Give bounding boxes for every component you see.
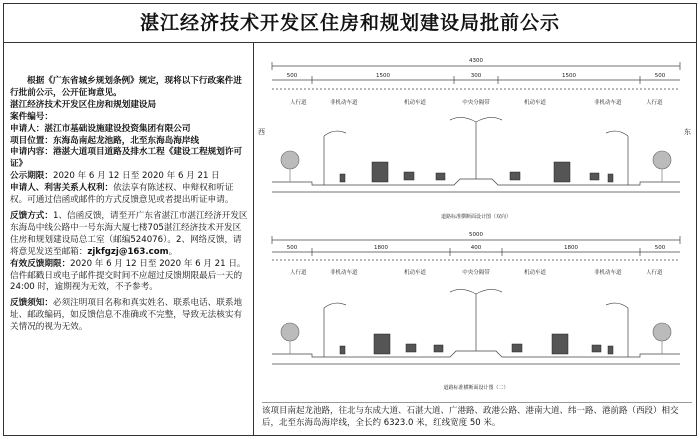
- upper-lane-3: 机动车道: [404, 100, 427, 106]
- lower-section-drawing: [272, 236, 680, 364]
- lower-lane-2: 非机动车道: [330, 270, 358, 276]
- feedback-value: 1、信函反馈，请至开广东省湛江市湛江经济开发区东海岛中线公路中一号东海大厦七楼705湛江经济技术开发区住房和规划建设局总工室（邮编524076）。2、网络反馈，请将意见发送至邮箱：: [10, 210, 248, 257]
- lower-lane-1: 人行道: [290, 270, 307, 276]
- period-label: 公示期限：: [10, 171, 53, 182]
- applicant-value: 湛江市基础设施建设投资集团有限公司: [44, 123, 191, 134]
- upper-seg-5: 500: [654, 73, 666, 79]
- note-label: 反馈须知：: [10, 298, 53, 309]
- email-link[interactable]: zjkfgzj@163.com: [87, 246, 169, 257]
- road-cross-sections: [254, 42, 696, 402]
- project-description: 该项目南起龙池路，往北与东成大道、石湛大道、广港路、政港公路、港南大道、纬一路、港前路（西段）相交后，北至东海岛海岸线，全长约 6323.0 米，红线宽度 50 米。: [262, 402, 692, 429]
- valid-row: [10, 259, 248, 295]
- applicant-row: [10, 124, 248, 136]
- notice-intro: 根据《广东省城乡规划条例》规定，现将以下行政案件进行批前公示，公开征询意见。: [10, 76, 242, 98]
- lower-lane-5: 机动车道: [524, 270, 547, 276]
- note-value: 必须注明项目名称和真实姓名、联系电话、联系地址、邮政编码，如反馈信息不准确或不完整，导致无法核实有关情况的视为无效。: [10, 298, 243, 333]
- notice-sheet: [3, 3, 697, 436]
- content-label: 申请内容：: [10, 147, 53, 158]
- drawing-column: [254, 42, 696, 435]
- upper-labels: [258, 58, 691, 220]
- upper-lane-4: 中央分隔带: [462, 100, 490, 106]
- parties-value: 依法享有陈述权、申辩权和听证权。可通过信函或邮件的方式反馈意见或者提出听证申请。: [10, 183, 234, 206]
- upper-caption: 道路标准横断面设计图（双向）: [440, 214, 512, 220]
- notice-org: 湛江经济技术开发区住房和规划建设局: [10, 99, 157, 110]
- east-label: 东: [684, 128, 691, 136]
- content-row: [10, 147, 248, 171]
- notice-text-column: [4, 42, 254, 435]
- lower-caption: 道路标准横断面设计图（二）: [443, 385, 509, 391]
- notice-body: [10, 76, 248, 334]
- lower-lane-6: 非机动车道: [594, 270, 622, 276]
- upper-lane-7: 人行道: [646, 100, 663, 106]
- upper-lane-6: 非机动车道: [594, 100, 622, 106]
- note-row: [10, 298, 248, 334]
- lower-lane-7: 人行道: [646, 270, 663, 276]
- parties-row: [10, 183, 248, 207]
- content-value: 港湛大道项目道路及排水工程《建设工程规划许可证》: [10, 147, 243, 170]
- lower-seg-2: 1800: [374, 245, 388, 251]
- case-number-label: 案件编号：: [10, 111, 53, 122]
- lower-seg-5: 500: [654, 245, 666, 251]
- feedback-label: 反馈方式：: [10, 210, 53, 221]
- lower-total-width: 5000: [469, 232, 483, 238]
- upper-seg-2: 1500: [376, 73, 390, 79]
- upper-seg-3: 300: [470, 73, 482, 79]
- feedback-row: [10, 211, 248, 259]
- lower-seg-1: 500: [286, 245, 298, 251]
- lower-lane-3: 机动车道: [404, 270, 427, 276]
- applicant-label: 申请人：: [10, 123, 45, 134]
- upper-seg-4: 1500: [562, 73, 576, 79]
- upper-section-drawing: [272, 62, 680, 192]
- west-label: 西: [258, 128, 265, 136]
- lower-seg-3: 400: [470, 245, 482, 251]
- page-title: 湛江经济技术开发区住房和规划建设局批前公示: [4, 4, 696, 43]
- parties-label: 申请人、利害关系人权利：: [10, 183, 114, 194]
- location-label: 项目位置：: [10, 135, 53, 146]
- upper-lane-1: 人行道: [290, 100, 307, 106]
- valid-label: 有效反馈期限：: [10, 258, 71, 269]
- location-row: [10, 136, 248, 148]
- lower-seg-4: 1800: [564, 245, 578, 251]
- location-value: 东海岛南起龙池路，北至东海岛海岸线: [52, 135, 200, 146]
- feedback-end: 。: [168, 246, 178, 257]
- lower-lane-4: 中央分隔带: [462, 270, 490, 276]
- valid-value: 2020 年 6 月 12 日至 2020 年 6 月 21 日。信件邮戳日或电子邮件提交时间不应超过反馈期限最后一天的 24:00 时，逾期视为无效，不予参考。: [10, 258, 246, 293]
- upper-lane-2: 非机动车道: [330, 100, 358, 106]
- upper-seg-1: 500: [286, 73, 298, 79]
- upper-total-width: 4300: [469, 58, 483, 64]
- period-value: 2020 年 6 月 12 日至 2020 年 6 月 21 日: [52, 171, 220, 182]
- period-row: [10, 171, 248, 183]
- upper-lane-5: 机动车道: [524, 100, 547, 106]
